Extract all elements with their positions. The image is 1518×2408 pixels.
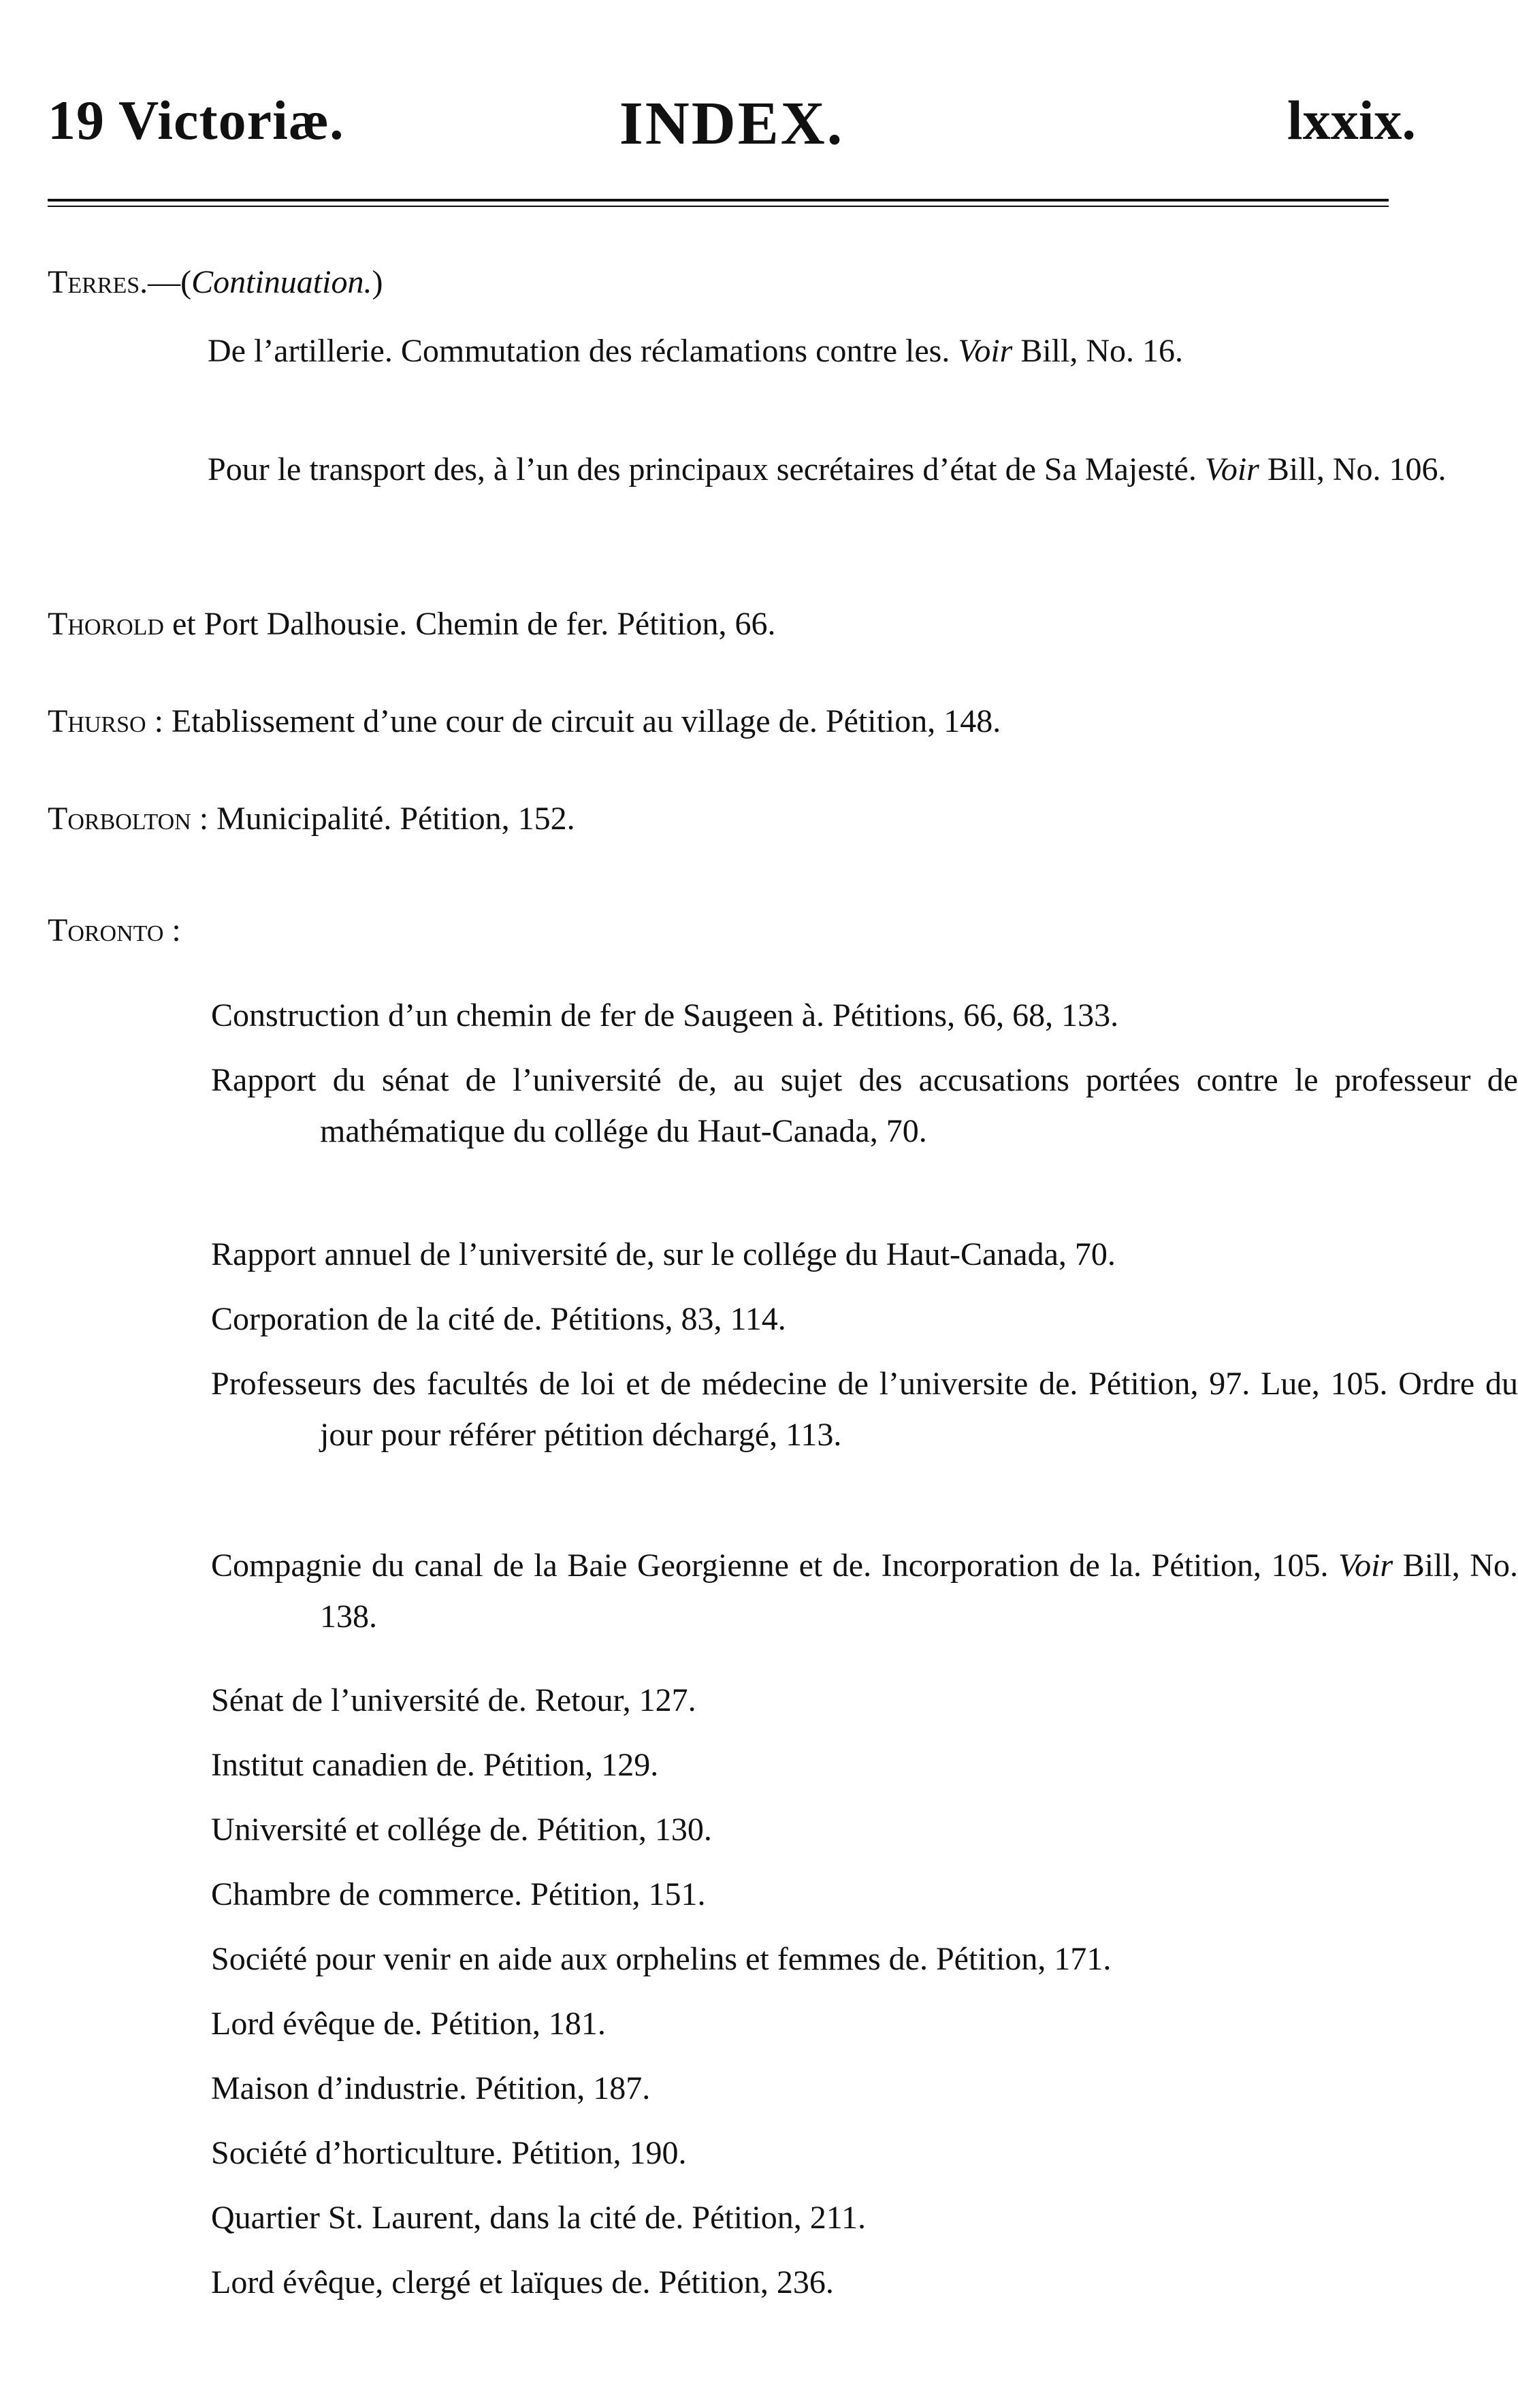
toronto-heading (48, 905, 181, 956)
thorold-name: Thorold (48, 606, 164, 642)
terres-item-ref: Bill, No. 16. (1012, 333, 1184, 369)
toronto-item: Maison d’industrie. Pétition, 187. (211, 2070, 651, 2106)
thurso-text: : Etablissement d’une cour de circuit au village de. Pétition, 148. (146, 703, 1001, 739)
toronto-item: Université et collége de. Pétition, 130. (211, 1812, 712, 1848)
toronto-item: Lord évêque, clergé et laïques de. Pétition, 236. (211, 2264, 834, 2300)
terres-item-text: De l’artillerie. Commutation des réclamations contre les. (208, 333, 958, 369)
voir-label: Voir (958, 333, 1013, 369)
toronto-item: Institut canadien de. Pétition, 129. (211, 1747, 659, 1783)
torbolton-entry (48, 794, 575, 844)
page-number: lxxix. (1287, 89, 1416, 151)
terres-heading-name: Terres. (48, 264, 148, 300)
voir-label: Voir (1338, 1547, 1393, 1584)
terres-item-text: Pour le transport des, à l’un des principaux secrétaires d’état de Sa Majesté. (208, 451, 1205, 487)
toronto-item: Société pour venir en aide aux orphelins et femmes de. Pétition, 171. (211, 1941, 1112, 1977)
thurso-entry (48, 696, 1001, 747)
toronto-colon: : (163, 912, 181, 948)
torbolton-name: Torbolton (48, 801, 191, 837)
page-title: INDEX. (619, 90, 845, 157)
terres-heading-dash: —( (148, 264, 192, 300)
terres-heading (48, 257, 383, 308)
toronto-item: Chambre de commerce. Pétition, 151. (211, 1876, 706, 1912)
torbolton-text: : Municipalité. Pétition, 152. (191, 801, 575, 837)
toronto-name: Toronto (48, 912, 164, 948)
toronto-item: Corporation de la cité de. Pétitions, 83, 114. (211, 1301, 786, 1337)
terres-item-ref: Bill, No. 106. (1259, 451, 1447, 487)
toronto-item: Quartier St. Laurent, dans la cité de. Pétition, 211. (211, 2200, 866, 2236)
continuation-label: Continuation. (191, 264, 372, 300)
terres-heading-close: ) (372, 264, 383, 300)
thorold-entry (48, 599, 776, 649)
toronto-item: Sénat de l’université de. Retour, 127. (211, 1682, 696, 1718)
toronto-item-text: Compagnie du canal de la Baie Georgienne et de. Incorporation de la. Pétition, 105. (211, 1547, 1339, 1584)
toronto-item: Rapport annuel de l’université de, sur le collége du Haut-Canada, 70. (211, 1236, 1116, 1272)
toronto-item: Lord évêque de. Pétition, 181. (211, 2006, 606, 2042)
toronto-item: Rapport du sénat de l’université de, au sujet des accusations portées contre le professeur de mathématique du collége du Haut-Canada, 70. (211, 1062, 1518, 1149)
page-header (48, 89, 1416, 170)
toronto-item: Société d’horticulture. Pétition, 190. (211, 2135, 687, 2171)
toronto-item: Professeurs des facultés de loi et de médecine de l’universite de. Pétition, 97. Lue, 105. Ordre du jour pour référer pétition déchargé, 113. (211, 1366, 1518, 1453)
toronto-item: Construction d’un chemin de fer de Saugeen à. Pétitions, 66, 68, 133. (211, 997, 1119, 1033)
voir-label: Voir (1204, 451, 1259, 487)
session-label: 19 Victoriæ. (48, 89, 344, 151)
thurso-name: Thurso (48, 703, 146, 739)
toronto-item (211, 1540, 1518, 1642)
terres-item (208, 325, 1515, 376)
thorold-text: et Port Dalhousie. Chemin de fer. Pétition, 66. (163, 606, 776, 642)
toronto-item-ref: Bill, No. 138. (320, 1547, 1518, 1635)
header-rule (48, 199, 1389, 202)
terres-item (208, 444, 1515, 495)
header-rule-thin (48, 206, 1389, 207)
